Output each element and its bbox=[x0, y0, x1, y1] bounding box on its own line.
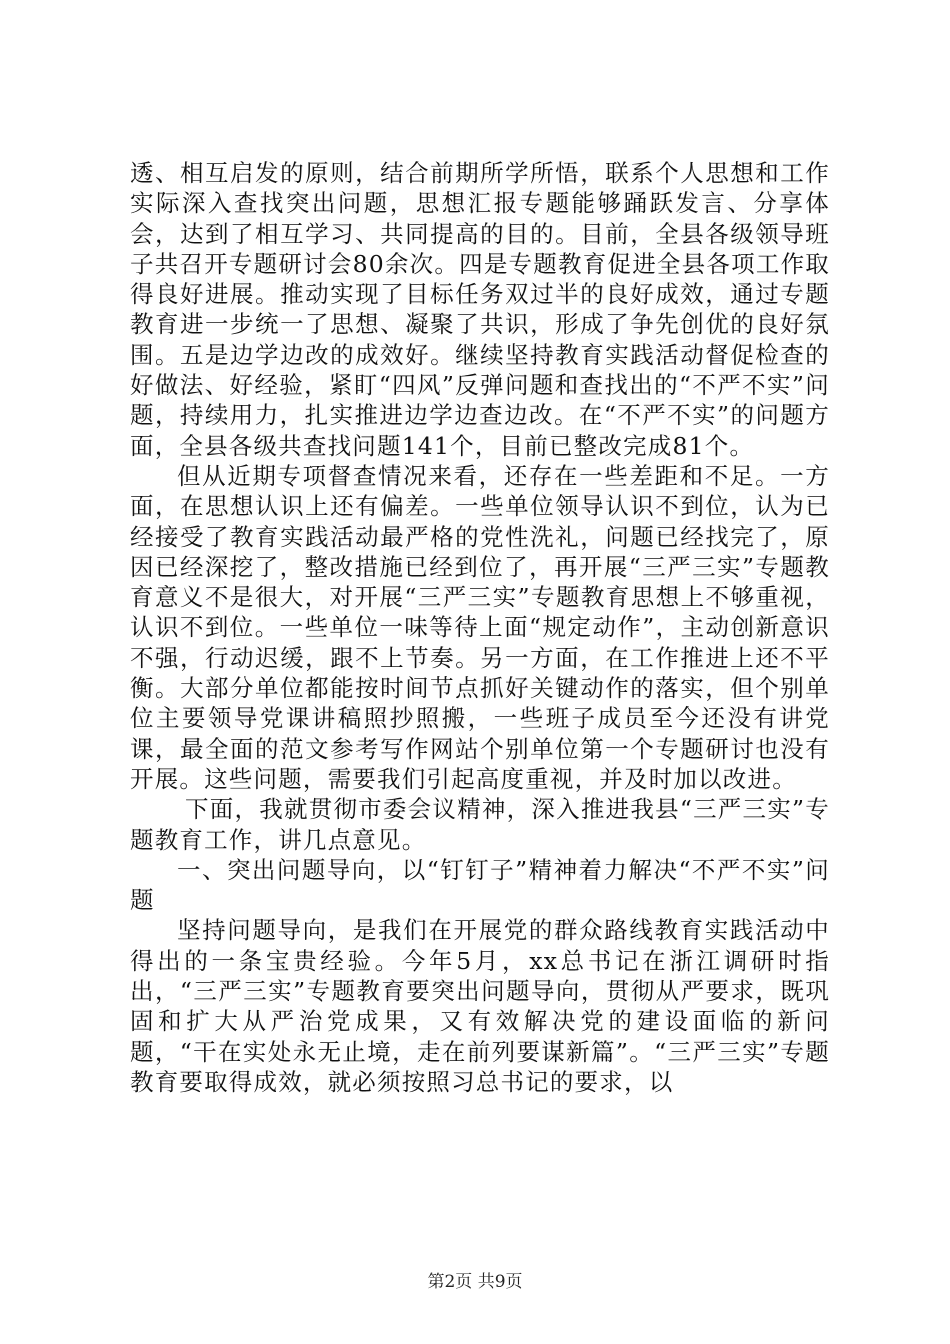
paragraph-problem-orientation: 坚持问题导向，是我们在开展党的群众路线教育实践活动中得出的一条宝贵经验。今年5月，xx总书记在浙江调研时指出，“三严三实”专题教育要突出问题导向，贯彻从严要求，既巩固和扩大从严治党成果，又有效解决党的建设面临的新问题，“干在实处永无止境，走在前列要谋新篇”。“三严三实”专题教育要取得成效，就必须按照习总书记的要求，以 bbox=[130, 916, 830, 1096]
paragraph-continuation: 透、相互启发的原则，结合前期所学所悟，联系个人思想和工作实际深入查找突出问题，思想汇报专题能够踊跃发言、分享体会，达到了相互学习、共同提高的目的。目前，全县各级领导班子共召开专题研讨会80余次。四是专题教育促进全县各项工作取得良好进展。推动实现了目标任务双过半的良好成效，通过专题教育进一步统一了思想、凝聚了共识，形成了争先创优的良好氛围。五是边学边改的成效好。继续坚持教育实践活动督促检查的好做法、好经验，紧盯“四风”反弹问题和查找出的“不严不实”问题，持续用力，扎实推进边学边查边改。在“不严不实”的问题方面，全县各级共查找问题141个，目前已整改完成81个。 bbox=[130, 159, 830, 460]
paragraph-shortcomings: 但从近期专项督查情况来看，还存在一些差距和不足。一方面，在思想认识上还有偏差。一些单位领导认识不到位，认为已经接受了教育实践活动最严格的党性洗礼，问题已经找完了，原因已经深挖了，整改措施已经到位了，再开展“三严三实”专题教育意义不是很大，对开展“三严三实”专题教育思想上不够重视，认识不到位。一些单位一味等待上面“规定动作”，主动创新意识不强，行动迟缓，跟不上节奏。另一方面，在工作推进上还不平衡。大部分单位都能按时间节点抓好关键动作的落实，但个别单位主要领导党课讲稿照抄照搬，一些班子成员至今还没有讲党课，最全面的范文参考写作网站个别单位第一个专题研讨也没有开展。这些问题，需要我们引起高度重视，并及时加以改进。 bbox=[130, 461, 830, 793]
paragraph-intro-opinions: 下面，我就贯彻市委会议精神，深入推进我县“三严三实”专题教育工作，讲几点意见。 bbox=[130, 795, 830, 854]
page-number-footer: 第2页 共9页 bbox=[427, 1272, 523, 1292]
section-heading-one: 一、突出问题导向，以“钉钉子”精神着力解决“不严不实”问题 bbox=[130, 855, 830, 915]
document-body bbox=[130, 158, 830, 1097]
